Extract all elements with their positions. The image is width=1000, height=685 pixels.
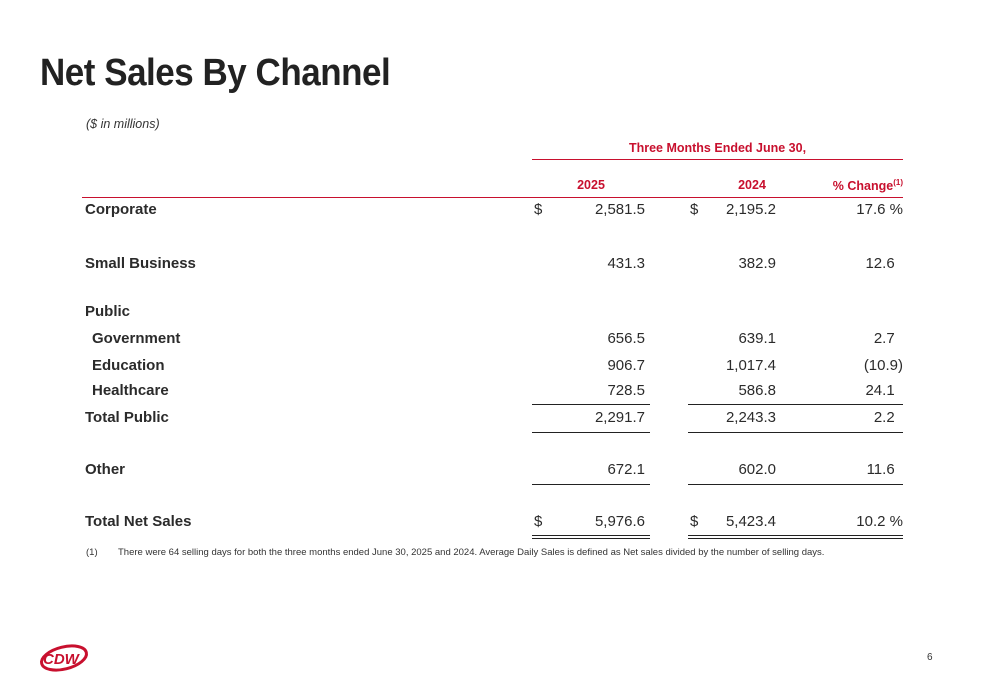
grand-total-double-rule (816, 535, 903, 536)
value-2025: 906.7 (607, 357, 645, 374)
grand-total-double-rule (532, 538, 650, 539)
value-change: 11.6 (866, 461, 903, 478)
row-label: Other (85, 461, 126, 478)
table-row-small-business (0, 255, 1000, 277)
total-rule (816, 432, 903, 433)
value-2024: 5,423.4 (725, 513, 776, 530)
value-change: 24.1 (865, 382, 903, 399)
value-2025: 672.1 (607, 461, 645, 478)
change-footnote-ref: (1) (893, 178, 903, 187)
subtotal-rule (688, 484, 816, 485)
value-2024: 639.1 (738, 330, 776, 347)
table-row-other (0, 461, 1000, 483)
footnote-marker: (1) (86, 547, 98, 558)
currency-symbol: $ (690, 513, 699, 530)
value-change: 10.2 % (856, 513, 903, 530)
footnote (86, 547, 824, 558)
subtotal-rule (532, 404, 650, 405)
row-label: Small Business (85, 255, 196, 272)
footnote-text: There were 64 selling days for both the three months ended June 30, 2025 and 2024. Average Daily Sales is defined as Net sales divided by the number of selling days. (118, 547, 825, 558)
row-label: Public (85, 303, 131, 320)
row-label: Government (92, 330, 181, 347)
value-2025: 2,291.7 (594, 409, 645, 426)
currency-symbol: $ (534, 513, 543, 530)
row-label: Total Net Sales (85, 513, 192, 530)
grand-total-double-rule (688, 535, 816, 536)
cdw-logo (38, 641, 90, 680)
value-2024: 586.8 (738, 382, 776, 399)
value-change: 2.2 (873, 409, 903, 426)
row-label: Total Public (85, 409, 169, 426)
table-row-public (0, 303, 1000, 325)
value-2025: 728.5 (607, 382, 645, 399)
column-header-2025: 2025 (577, 178, 605, 192)
grand-total-double-rule (688, 538, 816, 539)
page-title: Net Sales By Channel (40, 52, 391, 94)
value-change: 12.6 (865, 255, 903, 272)
period-header: Three Months Ended June 30, (628, 141, 807, 155)
value-change: 2.7 (873, 330, 903, 347)
cdw-logo-mark (38, 641, 90, 675)
header-rule (82, 197, 903, 198)
column-header-2024: 2024 (738, 178, 766, 192)
value-2025: 656.5 (607, 330, 645, 347)
currency-symbol: $ (690, 201, 699, 218)
subtotal-rule (688, 404, 816, 405)
grand-total-double-rule (532, 535, 650, 536)
table-row-total-public (0, 409, 1000, 431)
table-row-corporate (0, 201, 1000, 223)
subtotal-rule (816, 404, 903, 405)
table-row-government (0, 330, 1000, 352)
table-row-education (0, 357, 1000, 379)
subtotal-rule (816, 484, 903, 485)
column-header-change (816, 178, 903, 193)
value-change: (10.9) (863, 357, 903, 374)
row-label: Corporate (85, 201, 157, 218)
currency-symbol: $ (534, 201, 543, 218)
page-number: 6 (927, 652, 933, 663)
total-rule (688, 432, 816, 433)
grand-total-double-rule (816, 538, 903, 539)
table-row-total-net-sales (0, 513, 1000, 535)
total-rule (532, 432, 650, 433)
value-change: 17.6 % (856, 201, 903, 218)
value-2024: 2,195.2 (725, 201, 776, 218)
value-2025: 5,976.6 (594, 513, 645, 530)
logo-text: CDW (43, 651, 79, 668)
subtotal-rule (532, 484, 650, 485)
change-header-label: % Change (832, 179, 894, 194)
units-note: ($ in millions) (86, 117, 160, 131)
row-label: Healthcare (92, 382, 169, 399)
period-header-rule (532, 159, 903, 160)
value-2024: 602.0 (738, 461, 776, 478)
value-2024: 2,243.3 (725, 409, 776, 426)
value-2024: 382.9 (738, 255, 776, 272)
table-row-healthcare (0, 382, 1000, 404)
row-label: Education (92, 357, 165, 374)
value-2025: 431.3 (607, 255, 645, 272)
value-2025: 2,581.5 (594, 201, 645, 218)
value-2024: 1,017.4 (725, 357, 776, 374)
